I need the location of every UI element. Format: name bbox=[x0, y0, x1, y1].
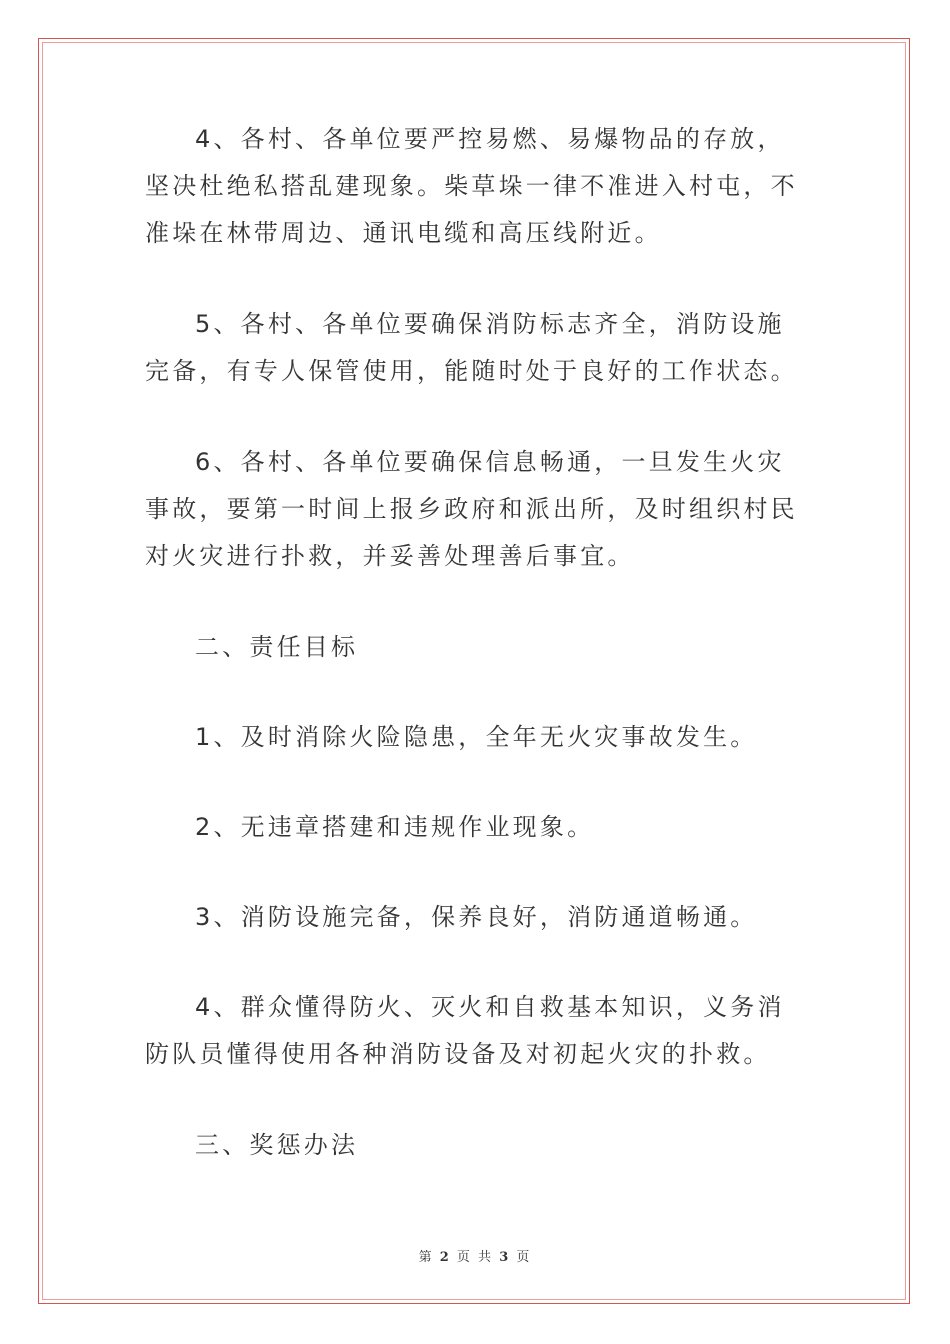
paragraph-item-6-communication: 6、各村、各单位要确保信息畅通，一旦发生火灾事故，要第一时间上报乡政府和派出所，及时组织村民对火灾进行扑救，并妥善处理善后事宜。 bbox=[145, 448, 798, 570]
footer-middle: 页 共 bbox=[456, 1250, 494, 1265]
goal-item-3: 3、消防设施完备，保养良好，消防通道畅通。 bbox=[195, 903, 758, 931]
section-heading-rewards-penalties: 三、奖惩办法 bbox=[195, 1131, 359, 1159]
goal-item-2: 2、无违章搭建和违规作业现象。 bbox=[195, 813, 595, 841]
page-footer bbox=[0, 1246, 950, 1265]
section-heading-responsibility-goals: 二、责任目标 bbox=[195, 633, 359, 661]
footer-total-pages: 3 bbox=[499, 1250, 511, 1265]
goal-item-1: 1、及时消除火险隐患，全年无火灾事故发生。 bbox=[195, 723, 758, 751]
footer-prefix: 第 bbox=[418, 1250, 434, 1265]
paragraph-item-4-flammables: 4、各村、各单位要严控易燃、易爆物品的存放，坚决杜绝私搭乱建现象。柴草垛一律不准进入村屯，不准垛在林带周边、通讯电缆和高压线附近。 bbox=[145, 125, 798, 247]
footer-suffix: 页 bbox=[516, 1250, 532, 1265]
paragraph-item-5-fire-signs: 5、各村、各单位要确保消防标志齐全，消防设施完备，有专人保管使用，能随时处于良好的工作状态。 bbox=[145, 310, 798, 385]
goal-item-4: 4、群众懂得防火、灭火和自救基本知识，义务消防队员懂得使用各种消防设备及对初起火灾的扑救。 bbox=[145, 993, 785, 1068]
document-body bbox=[145, 116, 810, 1212]
footer-current-page: 2 bbox=[439, 1250, 451, 1265]
